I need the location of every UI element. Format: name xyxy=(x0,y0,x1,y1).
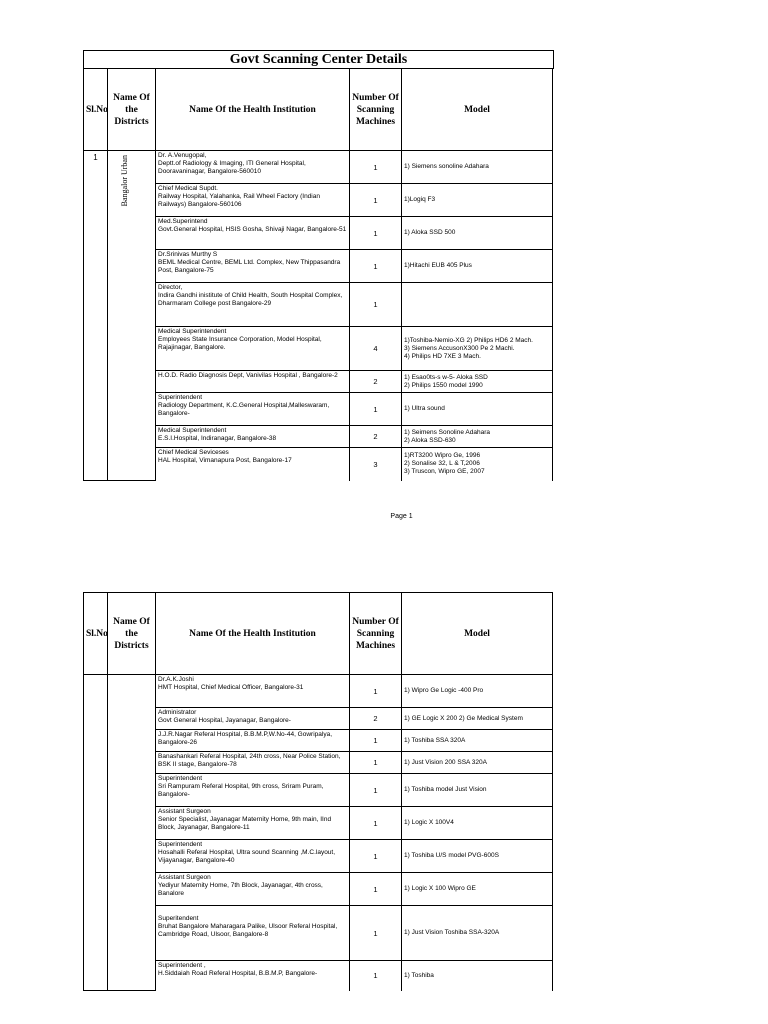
institution-cell: Director, Indira Gandhi inistitute of Child Health, South Hospital Complex, Dharmaram College post Bangalore-29 xyxy=(156,283,350,327)
table-row xyxy=(84,675,553,708)
institution-cell: Superintendent Hosahalli Referal Hospital, Ultra sound Scanning ,M.C.layout, Vijayanagar, Bangalore-40 xyxy=(156,840,350,873)
district-cell xyxy=(108,675,156,991)
model-cell: 1) Toshiba U/S model PVG-600S xyxy=(402,840,553,873)
header-slno: Sl.No xyxy=(84,69,108,151)
header-machines: Number Of Scanning Machines xyxy=(350,593,402,675)
model-cell: 1) Just Vision 200 SSA 320A xyxy=(402,752,553,774)
header-institution: Name Of the Health Institution xyxy=(156,69,350,151)
table-row xyxy=(84,151,553,184)
page-number: Page 1 xyxy=(390,513,413,520)
institution-cell: Medical Superintendent Employees State Insurance Corporation, Model Hospital, Rajajinagar, Bangalore. xyxy=(156,327,350,371)
institution-cell: Superintendent Radiology Department, K.C.General Hospital,Malleswaram, Bangalore- xyxy=(156,393,350,426)
model-cell: 1) Aloka SSD 500 xyxy=(402,217,553,250)
institution-cell: Superintendent , H.Siddaiah Road Referal Hospital, B.B.M.P, Bangalore- xyxy=(156,961,350,991)
institution-cell: J.J.R.Nagar Referal Hospital, B.B.M.P,W.No-44, Gowripalya, Bangalore-26 xyxy=(156,730,350,752)
model-cell: 1) Wipro Ge Logic -400 Pro xyxy=(402,675,553,708)
machines-count-cell: 3 xyxy=(350,448,402,481)
header-institution: Name Of the Health Institution xyxy=(156,593,350,675)
model-cell xyxy=(402,283,553,327)
machines-count-cell: 1 xyxy=(350,774,402,807)
machines-count-cell: 2 xyxy=(350,708,402,730)
machines-count-cell: 1 xyxy=(350,151,402,184)
model-cell: 1) GE Logic X 200 2) Ge Medical System xyxy=(402,708,553,730)
model-cell: 1) Ultra sound xyxy=(402,393,553,426)
model-cell: 1)RT3200 Wipro Ge, 1996 2) Sonalise 32, L & T,2006 3) Truscon, Wipro GE, 2007 xyxy=(402,448,553,481)
machines-count-cell: 1 xyxy=(350,961,402,991)
institution-cell: Assistant Surgeon Senior Specialist, Jayanagar Maternity Home, 9th main, IInd Block, Jayanagar, Bangalore-11 xyxy=(156,807,350,840)
institution-cell: Med.Superintend Govt.General Hospital, HSIS Gosha, Shivaji Nagar, Bangalore-51 xyxy=(156,217,350,250)
header-model: Model xyxy=(402,69,553,151)
header-district: Name Of the Districts xyxy=(108,593,156,675)
institution-cell: Medical Superintendent E.S.I.Hospital, Indiranagar, Bangalore-38 xyxy=(156,426,350,448)
page-title: Govt Scanning Center Details xyxy=(83,50,554,69)
machines-count-cell: 1 xyxy=(350,906,402,961)
machines-count-cell: 1 xyxy=(350,840,402,873)
machines-count-cell: 1 xyxy=(350,184,402,217)
model-cell: 1) Siemens sonoline Adahara xyxy=(402,151,553,184)
model-cell: 1) Esao0ts-s w-5- Aloka SSD 2) Philips 1550 model 1990 xyxy=(402,371,553,393)
machines-count-cell: 1 xyxy=(350,873,402,906)
machines-count-cell: 1 xyxy=(350,283,402,327)
machines-count-cell: 1 xyxy=(350,675,402,708)
institution-cell: Dr.A.K.Joshi HMT Hospital, Chief Medical Officer, Bangalore-31 xyxy=(156,675,350,708)
machines-count-cell: 1 xyxy=(350,250,402,283)
institution-cell: Banashankari Referal Hospital, 24th cross, Near Police Station, BSK II stage, Bangalore-78 xyxy=(156,752,350,774)
institution-cell: Chief Medical Seviceses HAL Hospital, Vimanapura Post, Bangalore-17 xyxy=(156,448,350,481)
model-cell: 1) Toshiba model Just Vision xyxy=(402,774,553,807)
scanning-table-page-2 xyxy=(83,592,552,991)
institution-cell: Superitendent Bruhat Bangalore Maharagara Palike, Ulsoor Referal Hospital, Cambridge Road, Ulsoor, Bangalore-8 xyxy=(156,906,350,961)
machines-count-cell: 2 xyxy=(350,426,402,448)
serial-number-cell xyxy=(84,675,108,991)
institution-cell: H.O.D. Radio Diagnosis Dept, Vanivilas Hospital , Bangalore-2 xyxy=(156,371,350,393)
institution-cell: Chief Medical Supdt. Railway Hospital, Yalahanka, Rail Wheel Factory (Indian Railways) Bangalore-560106 xyxy=(156,184,350,217)
machines-count-cell: 1 xyxy=(350,730,402,752)
header-model: Model xyxy=(402,593,553,675)
model-cell: 1) Seimens Sonoline Adahara 2) Aloka SSD-630 xyxy=(402,426,553,448)
model-cell: 1) Toshiba xyxy=(402,961,553,991)
machines-count-cell: 1 xyxy=(350,752,402,774)
model-cell: 1) Logic X 100V4 xyxy=(402,807,553,840)
institution-cell: Dr.Srinivas Murthy S BEML Medical Centre, BEML Ltd. Complex, New Thippasandra Post, Bangalore-75 xyxy=(156,250,350,283)
model-cell: 1)Logiq F3 xyxy=(402,184,553,217)
district-name: Bangalor Urban xyxy=(120,155,129,207)
model-cell: 1) Logic X 100 Wipro GE xyxy=(402,873,553,906)
machines-count-cell: 4 xyxy=(350,327,402,371)
header-district: Name Of the Districts xyxy=(108,69,156,151)
header-slno: Sl.No xyxy=(84,593,108,675)
serial-number-cell: 1 xyxy=(84,151,108,481)
machines-count-cell: 2 xyxy=(350,371,402,393)
institution-cell: Superintendent Sri Rampuram Referal Hospital, 9th cross, Sriram Puram, Bangalore- xyxy=(156,774,350,807)
header-machines: Number Of Scanning Machines xyxy=(350,69,402,151)
institution-cell: Dr. A.Venugopal, Deptt.of Radiology & Imaging, ITI General Hospital, Dooravaninagar, Bangalore-560010 xyxy=(156,151,350,184)
scanning-table-page-1 xyxy=(83,68,552,481)
machines-count-cell: 1 xyxy=(350,807,402,840)
machines-count-cell: 1 xyxy=(350,393,402,426)
model-cell: 1)Toshiba-Nemio-XG 2) Philips HD6 2 Mach. 3) Siemens AccusonX300 Pe 2 Machi. 4) Philips HD 7XE 3 Mach. xyxy=(402,327,553,371)
model-cell: 1)Hitachi EUB 405 Plus xyxy=(402,250,553,283)
model-cell: 1) Toshiba SSA 320A xyxy=(402,730,553,752)
machines-count-cell: 1 xyxy=(350,217,402,250)
model-cell: 1) Just Vision Toshiba SSA-320A xyxy=(402,906,553,961)
institution-cell: Assistant Surgeon Yediyur Maternity Home, 7th Block, Jayanagar, 4th cross, Banalore xyxy=(156,873,350,906)
district-cell xyxy=(108,151,156,481)
institution-cell: Administrator Govt General Hospital, Jayanagar, Bangalore- xyxy=(156,708,350,730)
